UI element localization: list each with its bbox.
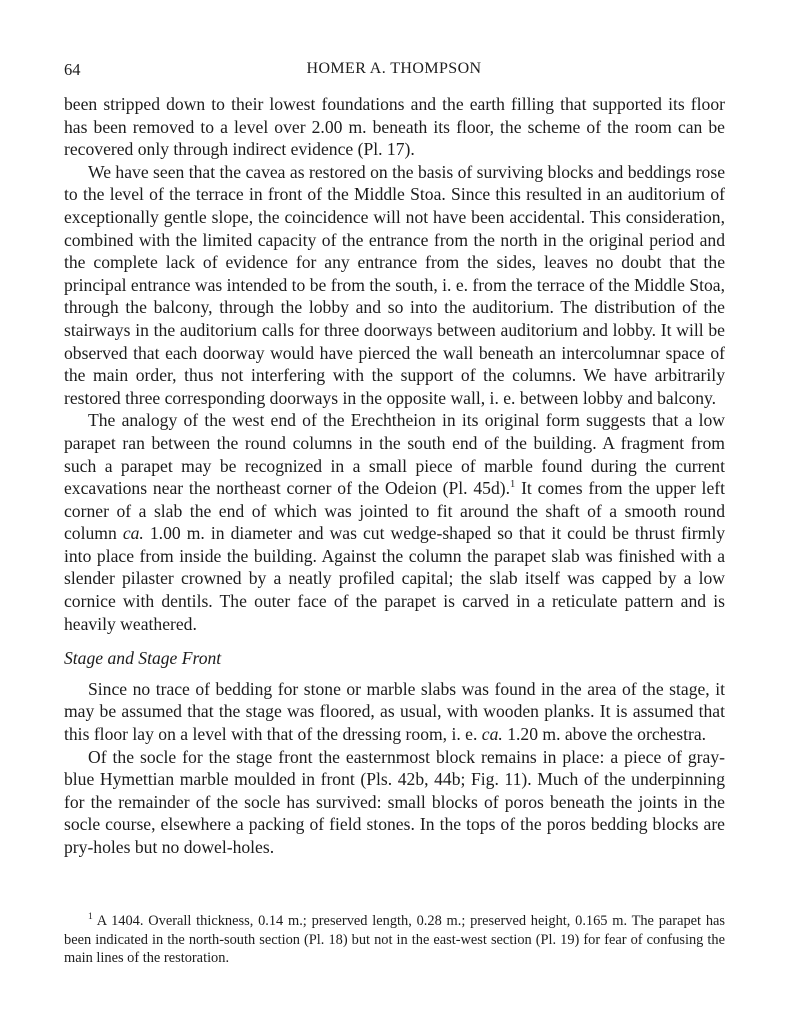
paragraph-2: We have seen that the cavea as restored on the basis of surviving blocks and beddings rose to the level of the terrace in front of the Middle Stoa. Since this resulted in an auditorium of exceptionally gentle slope, the coincidence will not have been accidental. This consideration, combined with the limited capacity of the entrance from the north in the original period and the complete lack of evidence for any entrance from the sides, leaves no doubt that the principal entrance was intended to be from the south, i. e. from the terrace of the Middle Stoa, through the balcony, through the lobby and so into the auditorium. The distribution of the stairways in the auditorium calls for three doorways between auditorium and lobby. It will be observed that each doorway would have pierced the wall beneath an intercolumnar space of the main order, thus not interfering with the support of the columns. We have arbitrarily restored three corresponding doorways in the opposite wall, i. e. between lobby and balcony. [64,161,726,408]
paragraph-4-text-b: 1.20 m. above the orchestra. [502,724,707,745]
paragraph-1: been stripped down to their lowest foundations and the earth filling that supported its floor has been removed to a level over 2.00 m. beneath its floor, the scheme of the room can be recovered only through indirect evidence (Pl. 17). [64,94,725,160]
page-number: 64 [64,60,81,79]
paragraph-3-text-a: The analogy of the west end of the Erechtheion in its original form suggests that a low parapet ran between the round columns in the south end of the building. A fragment from such a parapet may be recognized in a small piece of marble found during the current excavations near the northeast corner of the Odeion (Pl. 45d). [64,410,725,499]
paragraph-3-text-b: It comes from the upper left corner of a slab the end of which was jointed to fit around the shaft of a smooth round column [64,478,725,544]
paragraph-4-circa: ca. [481,724,503,745]
footnote-text: A 1404. Overall thickness, 0.14 m.; preserved length, 0.28 m.; preserved height, 0.165 m. The parapet has been indicated in the north-south section (Pl. 18) but not in the east-west section (Pl. 19) for fear of confusing the main lines of the restoration. [64,913,725,966]
paragraph-3 [64,409,725,635]
footnote [64,912,725,968]
footnote-mark: 1 [88,912,93,923]
paragraph-5: Of the socle for the stage front the easternmost block remains in place: a piece of gray-blue Hymettian marble moulded in front (Pls. 42b, 44b; Fig. 11). Much of the underpinning for the remainder of the socle has survived: small blocks of poros beneath the joints in the socle course, elsewhere a packing of field stones. In the tops of the poros bedding blocks are pry-holes but no dowel-holes. [64,746,725,857]
footnote-reference[interactable]: 1 [510,479,516,491]
paragraph-3-circa: ca. [122,523,144,544]
footnote-body [64,912,725,968]
paragraph-4 [64,678,725,746]
page-header [64,60,724,84]
paragraph-3-text-c: 1.00 m. in diameter and was cut wedge-shaped so that it could be thrust firmly into place from inside the building. Against the column the parapet slab was finished with a slender pilaster crowned by a neatly profiled capital; the slab itself was capped by a low cornice with dentils. The outer face of the parapet is carved in a reticulate pattern and is heavily weathered. [64,523,726,634]
running-head: HOMER A. THOMPSON [306,60,482,77]
body-text [64,93,725,859]
paragraph-4-text-a: Since no trace of bedding for stone or marble slabs was found in the area of the stage, it may be assumed that the stage was floored, as usual, with wooden planks. It is assumed that this floor lay on a level with that of the dressing room, i. e. [64,678,725,745]
section-title: Stage and Stage Front [64,648,222,669]
